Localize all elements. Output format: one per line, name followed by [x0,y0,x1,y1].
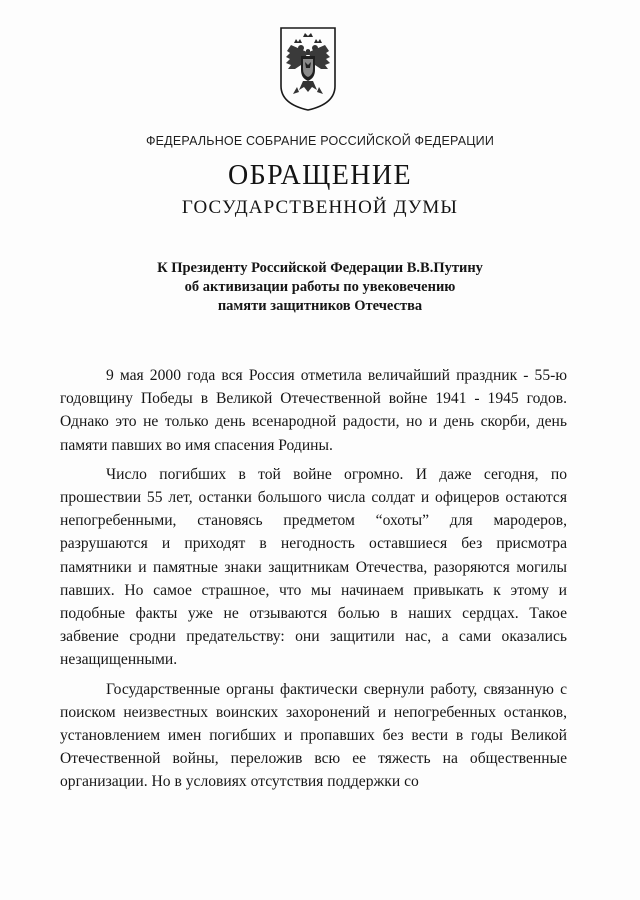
addressee-block [0,259,640,316]
body-paragraph: Государственные органы фактически свернули работу, связанную с поиском неизвестных воинских захоронений и непогребенных останков, установлением имен погибших и пропавших без вести в годы Великой Отечественной войны, переложив всю ее тяжесть на общественные организации. Но в условиях отсутствия поддержки со [60,680,567,791]
coat-of-arms-emblem [277,24,339,112]
addressee-line: памяти защитников Отечества [217,298,423,314]
body-paragraph: Число погибших в той войне огромно. И даже сегодня, по прошествии 55 лет, останки большого числа солдат и офицеров остаются непогребенными, становясь предметом “охоты” для мародеров, разрушаются и приходят в негодность оставшиеся без присмотра памятники и памятные знаки защитникам Отечества, разоряются могилы павших. Но самое страшное, что мы начинаем привыкать к этому и подобные факты уже не отзываются болью в наших сердцах. Такое забвение сродни предательству: они защитили нас, а сами оказались незащищенными. [60,465,567,669]
addressee-line: об активизации работы по увековечению [184,279,456,295]
organization-name: ФЕДЕРАЛЬНОЕ СОБРАНИЕ РОССИЙСКОЙ ФЕДЕРАЦИИ [145,134,495,148]
addressee-line: К Президенту Российской Федерации В.В.Путину [157,260,483,276]
document-title: ОБРАЩЕНИЕ [227,160,412,191]
body-paragraph: 9 мая 2000 года вся Россия отметила величайший праздник - 55-ю годовщину Победы в Великой Отечественной войне 1941 - 1945 годов. Однако это не только день всенародной радости, но и день скорби, день памяти павших во имя спасения Родины. [60,367,567,454]
document-subtitle: ГОСУДАРСТВЕННОЙ ДУМЫ [181,197,459,218]
document-body [60,364,567,794]
